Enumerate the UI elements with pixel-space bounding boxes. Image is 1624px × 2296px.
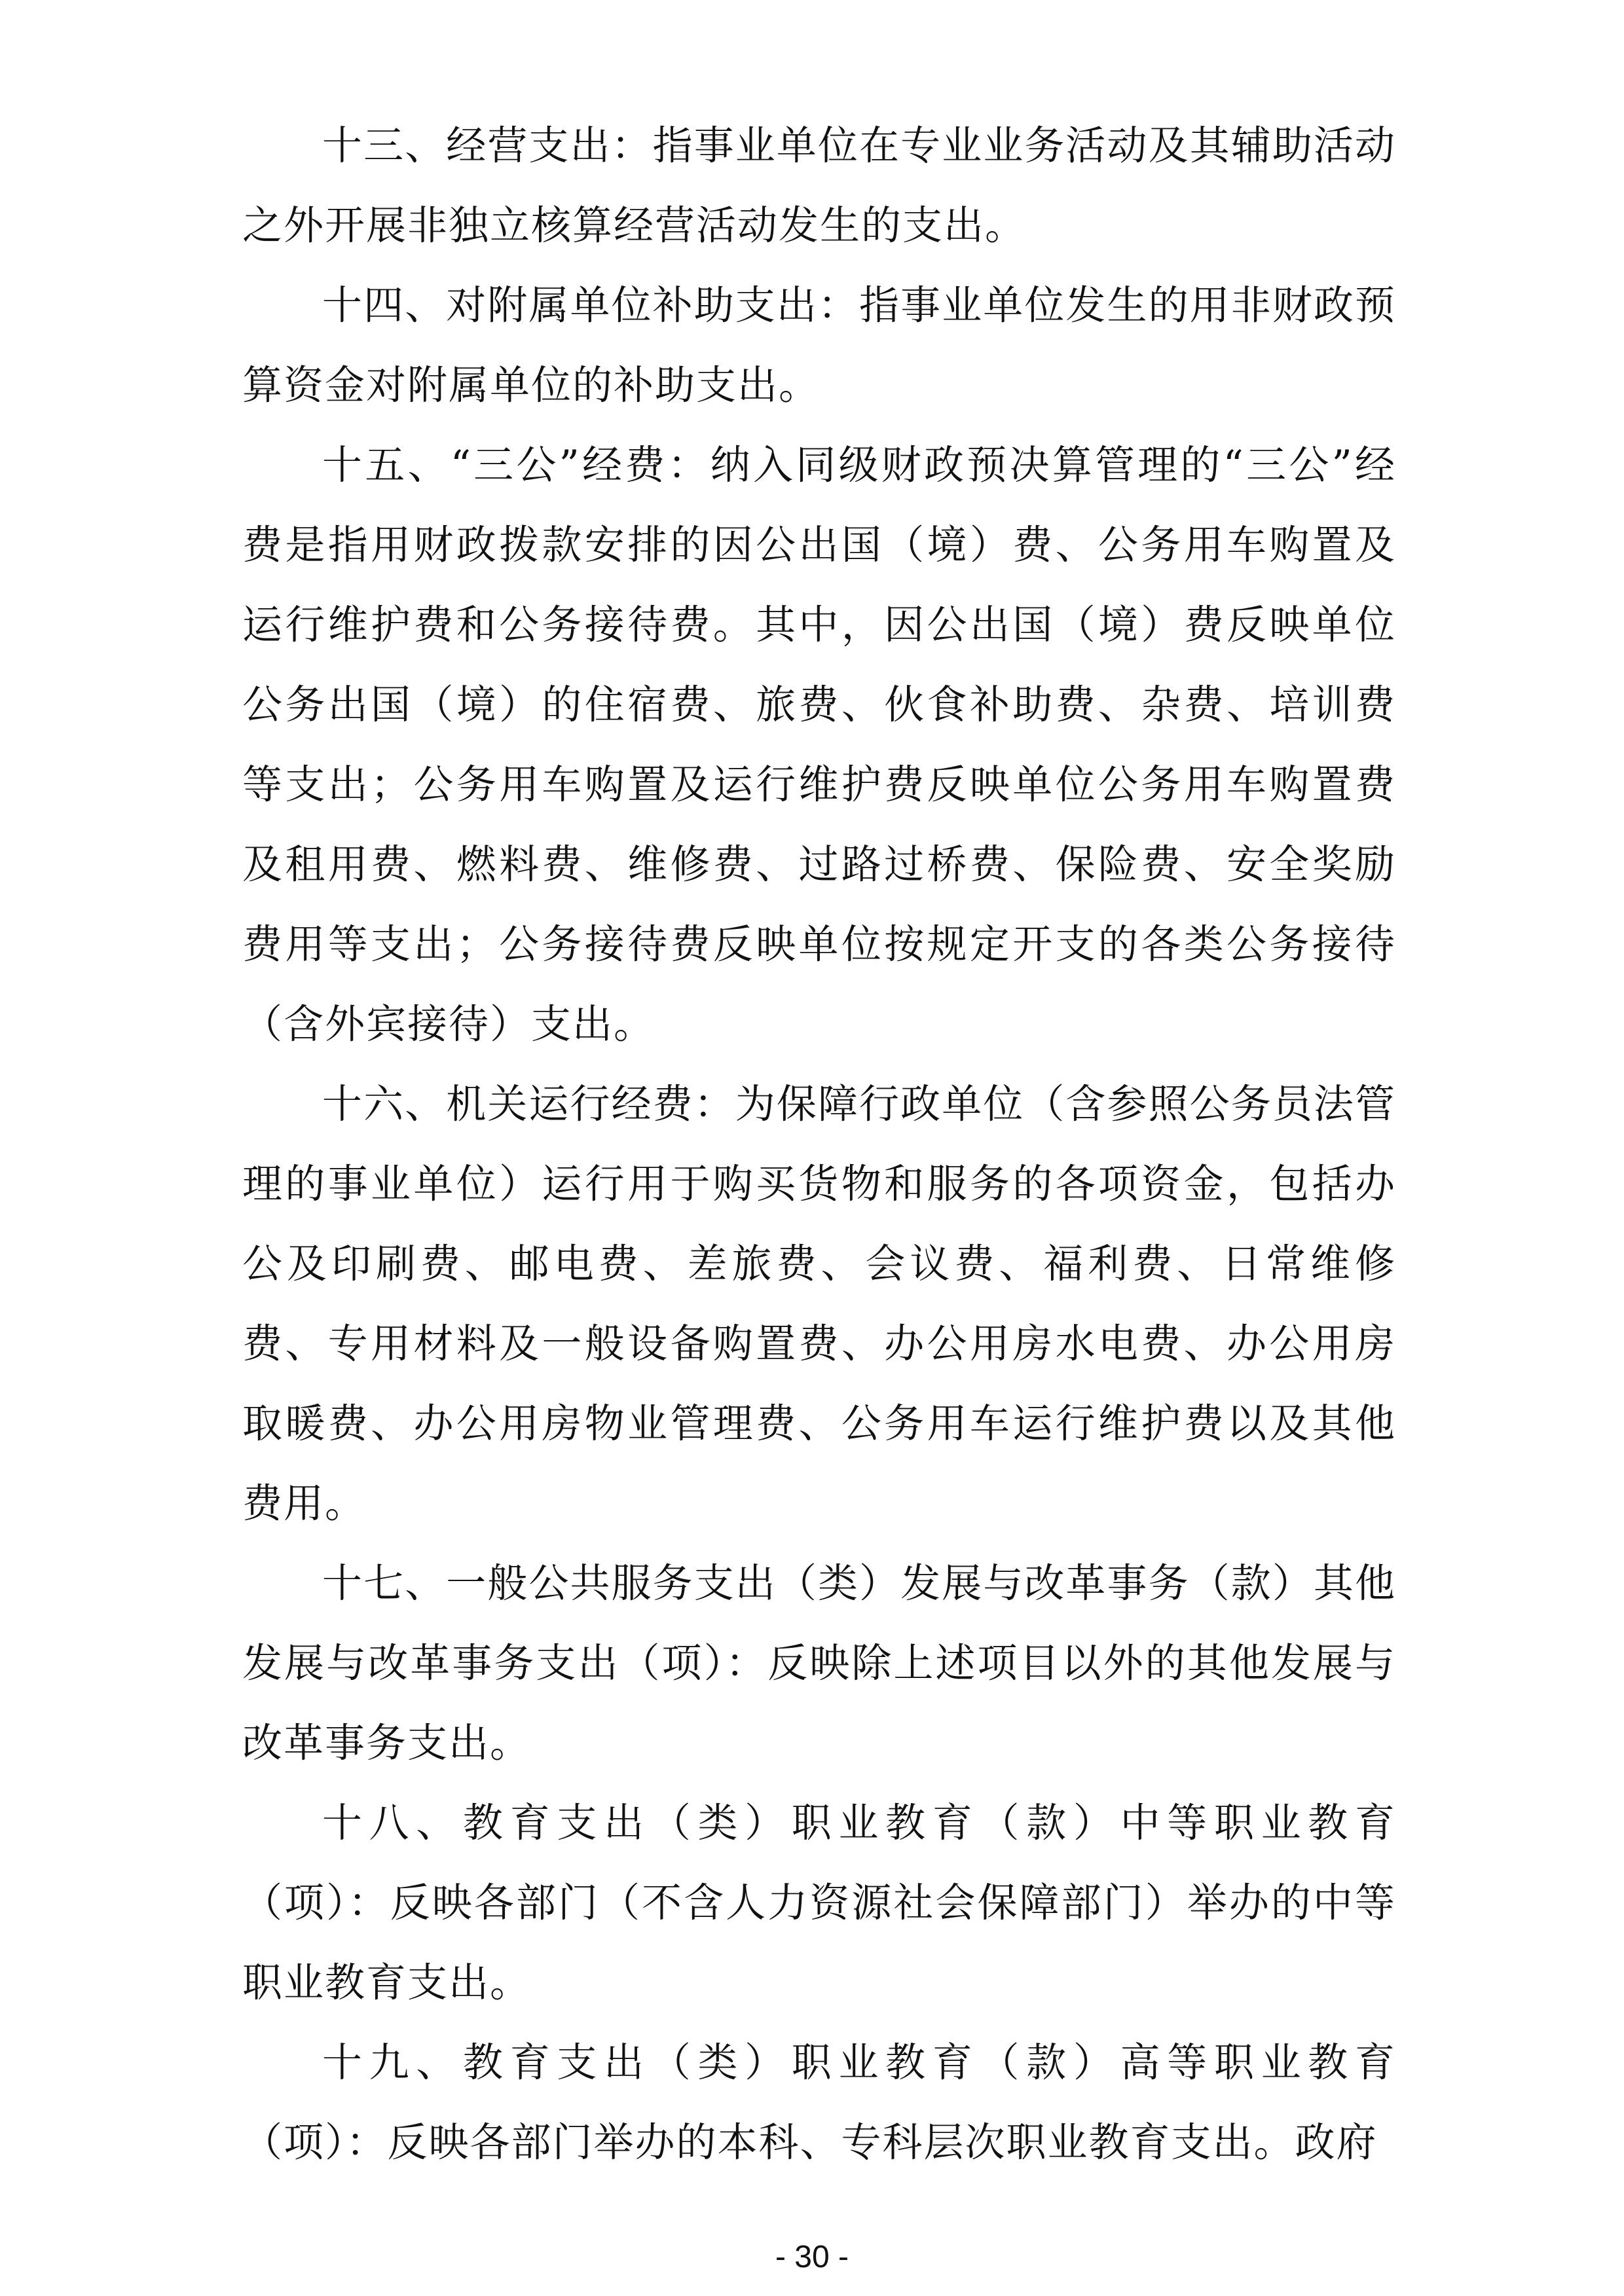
- paragraph-13-operating-expenditure: 十三、经营支出：指事业单位在专业业务活动及其辅助活动之外开展非独立核算经营活动发生的支出。: [242, 122, 1396, 249]
- document-body: [242, 106, 1396, 2183]
- paragraph-19-higher-vocational-education: 十九、教育支出（类）职业教育（款）高等职业教育（项）：反映各部门举办的本科、专科层次职业教育支出。政府: [242, 2039, 1396, 2166]
- paragraph-17-reform-affairs: 十七、一般公共服务支出（类）发展与改革事务（款）其他发展与改革事务支出（项）：反映除上述项目以外的其他发展与改革事务支出。: [242, 1560, 1396, 1766]
- paragraph-16-office-operating-funds: 十六、机关运行经费：为保障行政单位（含参照公务员法管理的事业单位）运行用于购买货物和服务的各项资金，包括办公及印刷费、邮电费、差旅费、会议费、福利费、日常维修费、专用材料及一般设备购置费、办公用房水电费、办公用房取暖费、办公用房物业管理费、公务用车运行维护费以及其他费用。: [242, 1081, 1396, 1527]
- paragraph-18-secondary-vocational-education: 十八、教育支出（类）职业教育（款）中等职业教育（项）：反映各部门（不含人力资源社会保障部门）举办的中等职业教育支出。: [242, 1800, 1396, 2006]
- paragraph-15-three-public-expenses: 十五、“三公”经费：纳入同级财政预决算管理的“三公”经费是指用财政拨款安排的因公出国（境）费、公务用车购置及运行维护费和公务接待费。其中，因公出国（境）费反映单位公务出国（境）的住宿费、旅费、伙食补助费、杂费、培训费等支出；公务用车购置及运行维护费反映单位公务用车购置费及租用费、燃料费、维修费、过路过桥费、保险费、安全奖励费用等支出；公务接待费反映单位按规定开支的各类公务接待（含外宾接待）支出。: [242, 442, 1396, 1048]
- page-number: - 30 -: [775, 2240, 849, 2274]
- paragraph-14-subsidiary-grants: 十四、对附属单位补助支出：指事业单位发生的用非财政预算资金对附属单位的补助支出。: [242, 282, 1396, 409]
